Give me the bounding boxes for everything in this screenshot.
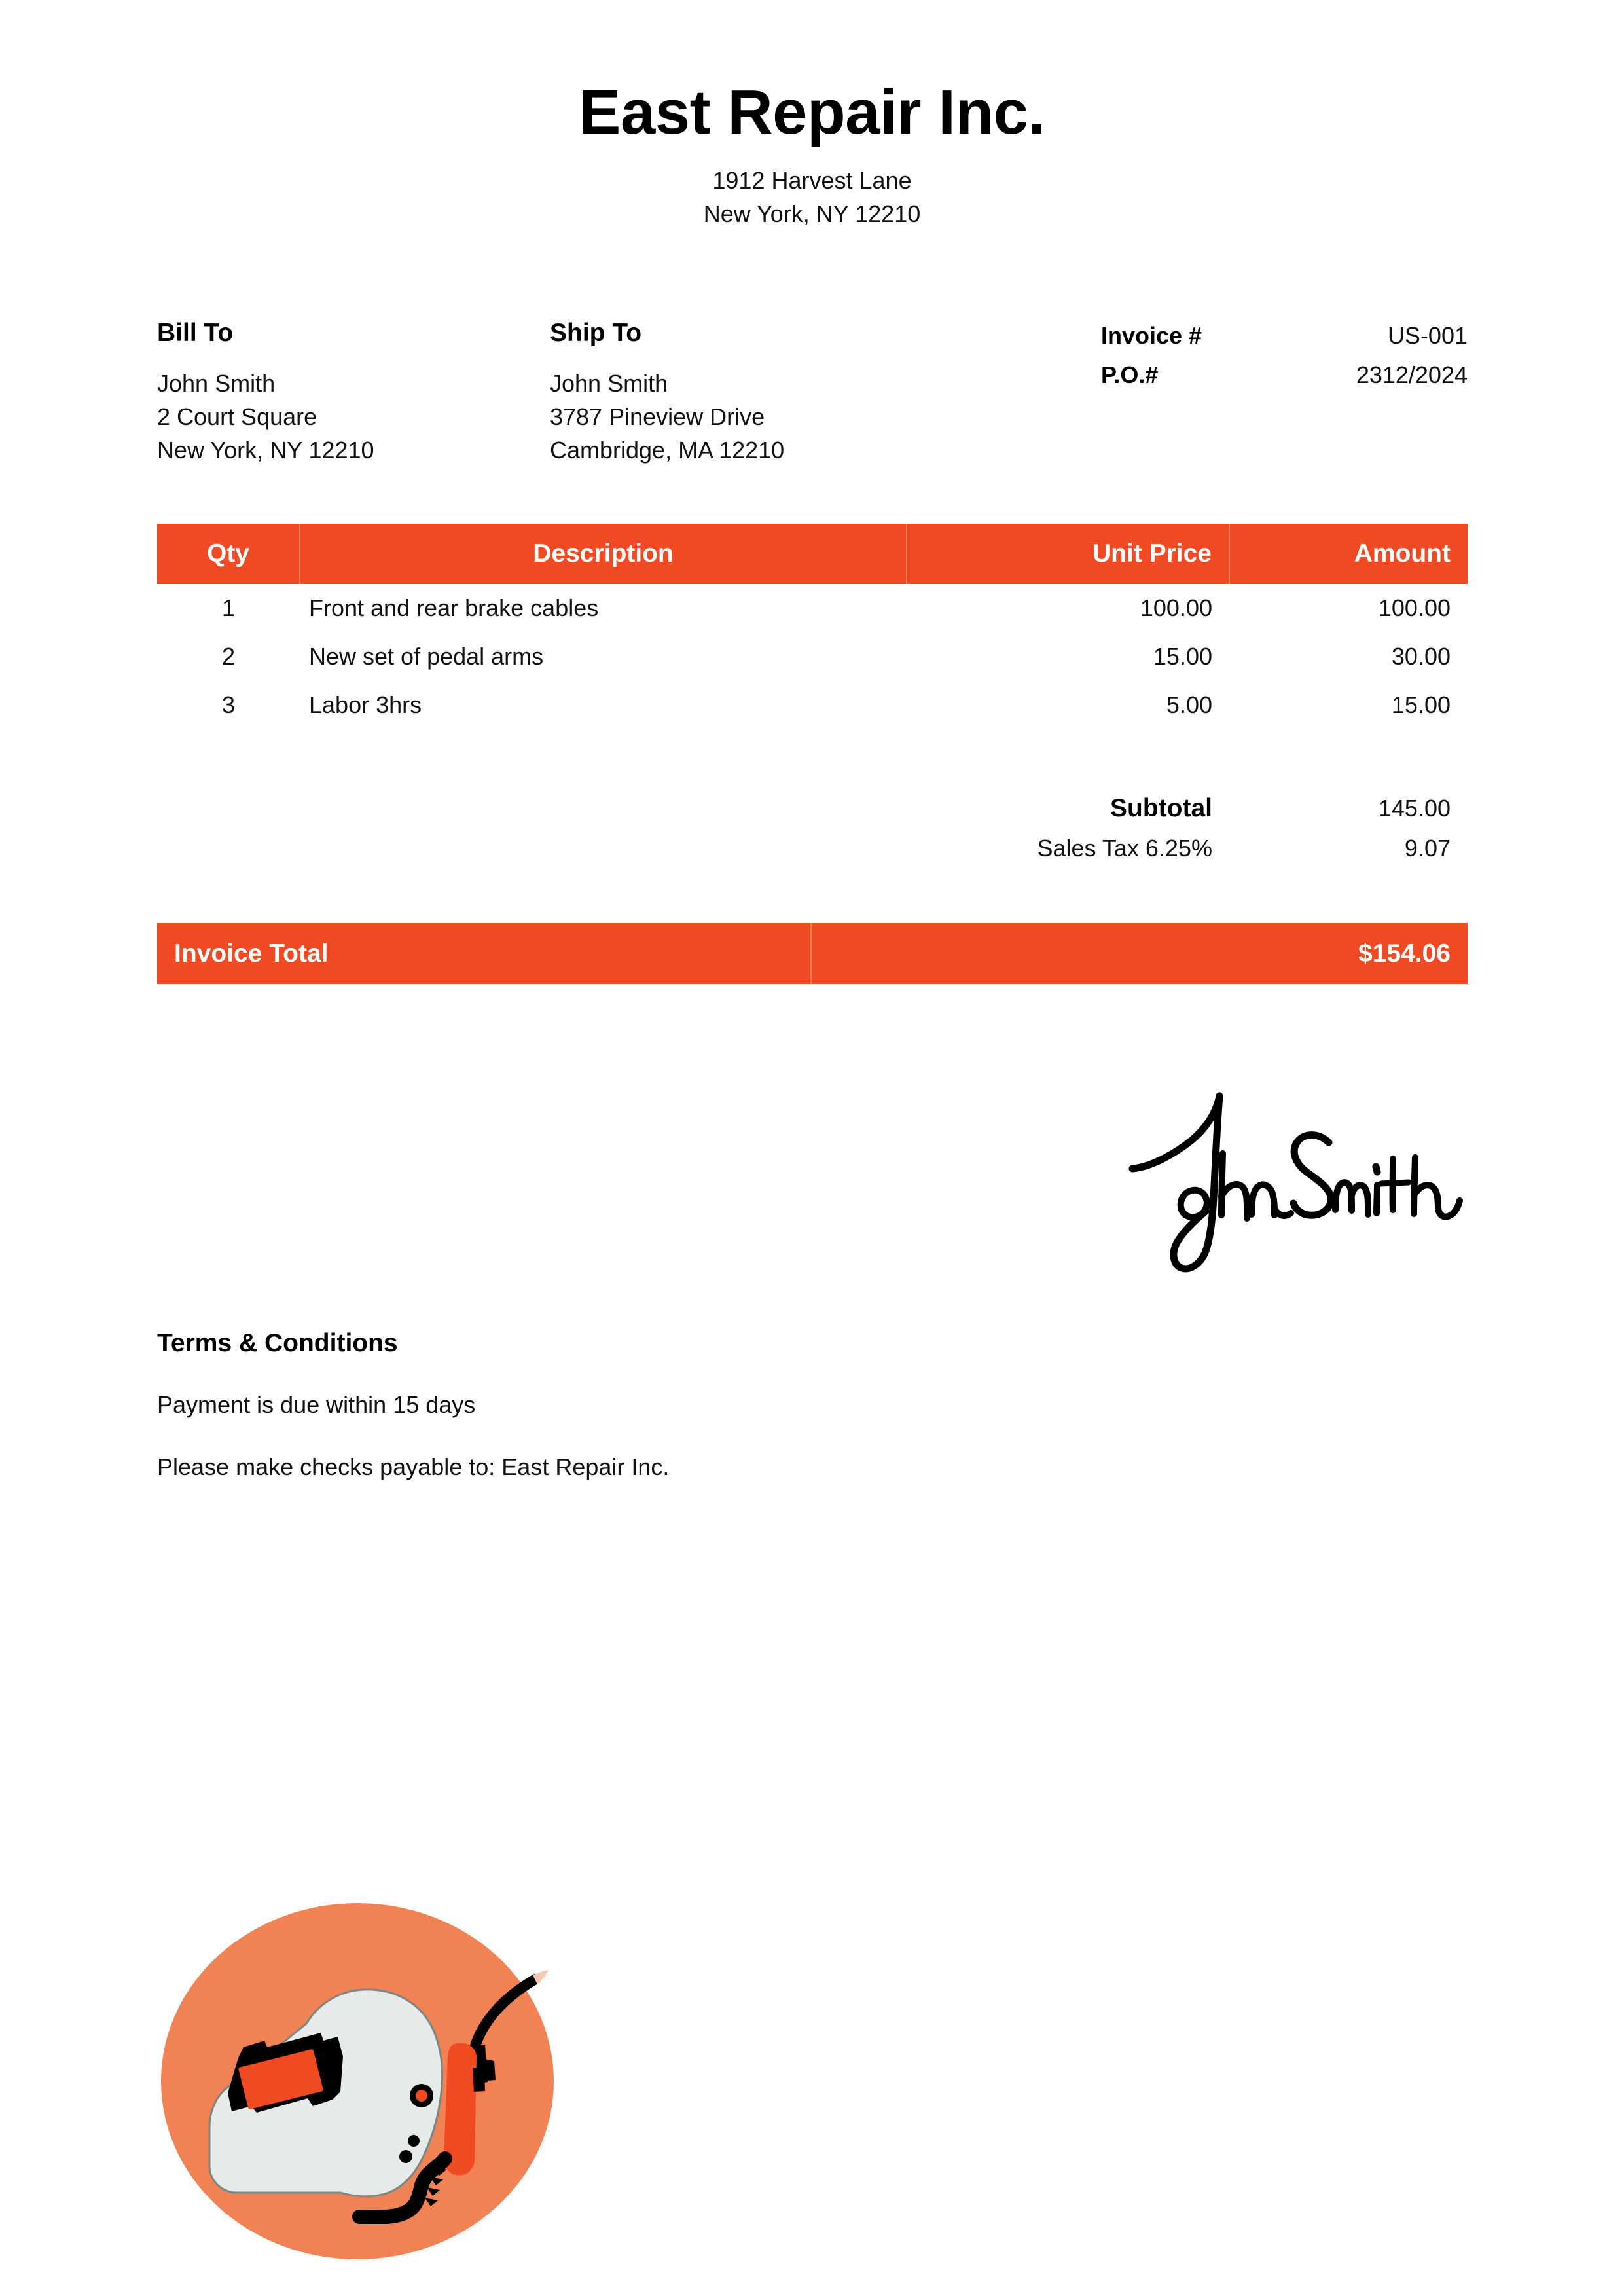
row-qty: 1 xyxy=(221,594,236,621)
parties-section xyxy=(157,319,1468,467)
invoice-total-value: $154.06 xyxy=(1358,939,1451,968)
po-number-value: 2312/2024 xyxy=(1356,361,1468,389)
sales-tax-value: 9.07 xyxy=(1404,835,1451,862)
line-items-table xyxy=(157,524,1468,729)
line-items-table-body xyxy=(157,584,1468,729)
bill-to-address-line-1: 2 Court Square xyxy=(157,403,317,431)
row-amount: 15.00 xyxy=(1391,691,1451,718)
bill-to-name: John Smith xyxy=(157,370,276,397)
line-items-table-head xyxy=(157,524,1468,584)
ship-to-address-line-1: 3787 Pineview Drive xyxy=(550,403,765,431)
totals-section xyxy=(157,795,1468,878)
subtotal-value: 145.00 xyxy=(1378,795,1451,822)
invoice-number-label: Invoice # xyxy=(1101,322,1202,349)
document-header xyxy=(0,77,1624,230)
row-unit-price: 5.00 xyxy=(1166,691,1212,718)
table-row xyxy=(157,584,1468,632)
sales-tax-label: Sales Tax 6.25% xyxy=(1037,835,1212,862)
company-address-line-2: New York, NY 12210 xyxy=(703,200,921,227)
invoice-number-row xyxy=(1101,319,1468,352)
column-header-unit-price: Unit Price xyxy=(907,524,1229,584)
po-number-label: P.O.# xyxy=(1101,361,1159,389)
table-header-row xyxy=(157,524,1468,584)
ship-to-address-line-2: Cambridge, MA 12210 xyxy=(550,437,785,464)
invoice-meta-block xyxy=(1101,319,1468,397)
signature-image xyxy=(1113,1080,1470,1277)
row-amount: 30.00 xyxy=(1391,643,1451,670)
ship-to-block xyxy=(550,319,1100,467)
terms-line-1: Payment is due within 15 days xyxy=(157,1391,476,1418)
column-header-description: Description xyxy=(300,524,907,584)
row-description: Front and rear brake cables xyxy=(309,594,599,621)
row-amount: 100.00 xyxy=(1378,594,1451,621)
company-name: East Repair Inc. xyxy=(579,77,1045,147)
bill-to-block xyxy=(157,319,550,467)
company-address-line-1: 1912 Harvest Lane xyxy=(712,166,912,194)
row-qty: 2 xyxy=(221,643,236,670)
row-description: Labor 3hrs xyxy=(309,691,422,718)
row-description: New set of pedal arms xyxy=(309,643,544,670)
po-number-row xyxy=(1101,358,1468,392)
table-row xyxy=(157,681,1468,729)
line-items-section xyxy=(157,524,1468,729)
row-unit-price: 15.00 xyxy=(1153,643,1212,670)
sales-tax-row xyxy=(157,837,1468,878)
subtotal-row xyxy=(157,795,1468,837)
row-unit-price: 100.00 xyxy=(1140,594,1212,621)
ship-to-title: Ship To xyxy=(550,319,642,347)
terms-title: Terms & Conditions xyxy=(157,1329,398,1357)
invoice-total-bar xyxy=(157,923,1468,984)
bill-to-title: Bill To xyxy=(157,319,234,347)
invoice-number-value: US-001 xyxy=(1387,322,1468,349)
subtotal-label: Subtotal xyxy=(1110,794,1212,822)
ship-to-name: John Smith xyxy=(550,370,668,397)
terms-line-2: Please make checks payable to: East Repair Inc. xyxy=(157,1453,670,1480)
terms-and-conditions-section xyxy=(157,1329,1074,1481)
table-row xyxy=(157,632,1468,681)
company-address xyxy=(0,164,1624,230)
bill-to-address-line-2: New York, NY 12210 xyxy=(157,437,374,464)
invoice-total-label: Invoice Total xyxy=(157,923,812,984)
column-header-amount: Amount xyxy=(1229,524,1468,584)
welding-helmet-icon xyxy=(145,1902,569,2261)
column-header-qty: Qty xyxy=(157,524,300,584)
row-qty: 3 xyxy=(221,691,236,718)
